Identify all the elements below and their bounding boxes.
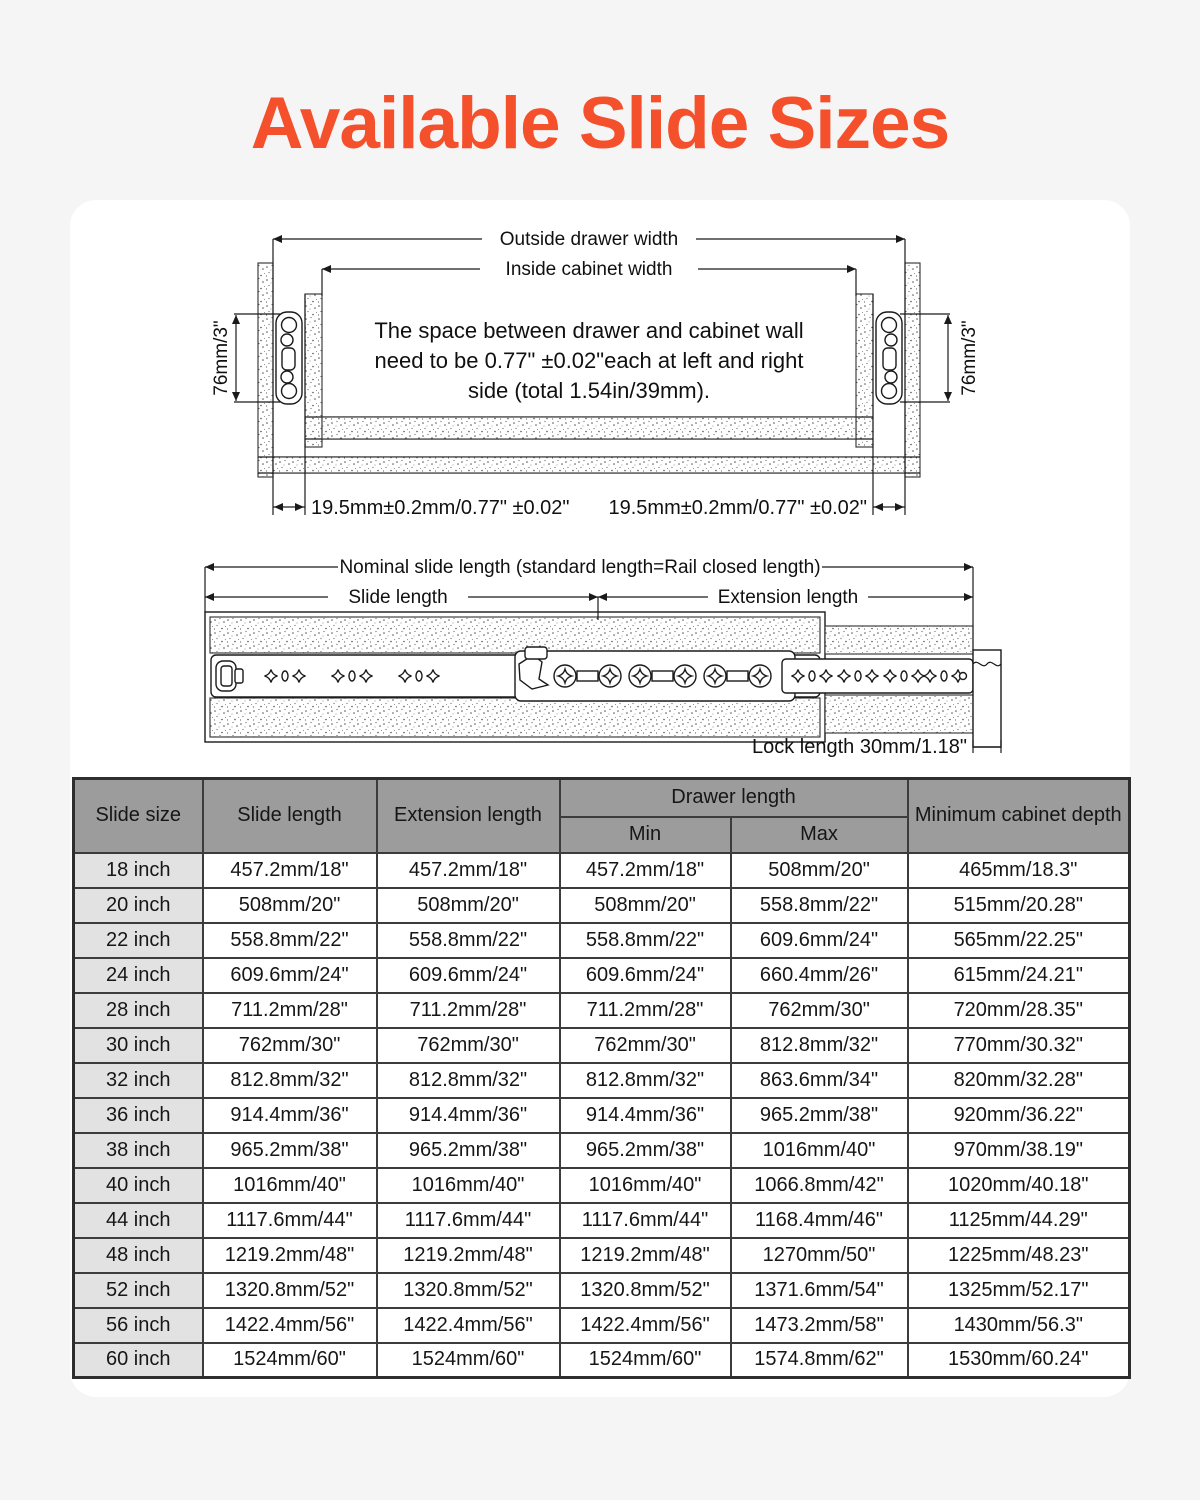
table-row (74, 1203, 1130, 1238)
extension-length-cell: 508mm/20" (377, 888, 560, 923)
slide-size-cell: 56 inch (74, 1308, 203, 1343)
drawer-bottom-panel (322, 417, 856, 439)
table-row (74, 1168, 1130, 1203)
table-row (74, 993, 1130, 1028)
inside-cabinet-width-label: Inside cabinet width (505, 259, 673, 280)
extension-length-label: Extension length (717, 587, 859, 608)
extension-length-cell: 558.8mm/22" (377, 923, 560, 958)
header-slide-size: Slide size (74, 779, 203, 853)
extension-rail (782, 659, 973, 693)
extension-length-cell: 1422.4mm/56" (377, 1308, 560, 1343)
intermediate-rail (515, 647, 795, 701)
drawer-min-cell: 1524mm/60" (560, 1343, 731, 1378)
drawer-min-cell: 914.4mm/36" (560, 1098, 731, 1133)
table-row (74, 1133, 1130, 1168)
lower-panel (273, 457, 905, 473)
drawer-max-cell: 812.8mm/32" (731, 1028, 908, 1063)
table-row (74, 1063, 1130, 1098)
slide-size-table (72, 777, 1131, 1379)
slide-size-cell: 30 inch (74, 1028, 203, 1063)
header-min-cabinet-depth: Minimum cabinet depth (908, 779, 1130, 853)
drawer-min-cell: 558.8mm/22" (560, 923, 731, 958)
drawer-max-cell: 1270mm/50" (731, 1238, 908, 1273)
cabinet-depth-cell: 720mm/28.35" (908, 993, 1130, 1028)
slide-size-cell: 60 inch (74, 1343, 203, 1378)
table-row (74, 1028, 1130, 1063)
cabinet-depth-cell: 1225mm/48.23" (908, 1238, 1130, 1273)
cabinet-depth-cell: 515mm/20.28" (908, 888, 1130, 923)
slide-length-cell: 1320.8mm/52" (203, 1273, 377, 1308)
slide-length-diagram (70, 552, 1130, 764)
slide-size-cell: 22 inch (74, 923, 203, 958)
cabinet-depth-cell: 770mm/30.32" (908, 1028, 1130, 1063)
cabinet-depth-cell: 1530mm/60.24" (908, 1343, 1130, 1378)
drawer-min-cell: 1422.4mm/56" (560, 1308, 731, 1343)
drawer-min-cell: 711.2mm/28" (560, 993, 731, 1028)
cabinet-depth-cell: 1430mm/56.3" (908, 1308, 1130, 1343)
side-height-label-left: 76mm/3" (211, 320, 232, 396)
slide-length-cell: 1219.2mm/48" (203, 1238, 377, 1273)
header-drawer-length: Drawer length (560, 779, 908, 817)
table-row (74, 1343, 1130, 1378)
table-row (74, 958, 1130, 993)
drawer-wall-left (305, 294, 322, 447)
cross-section-diagram (70, 212, 1130, 557)
cabinet-depth-cell: 565mm/22.25" (908, 923, 1130, 958)
drawer-min-cell: 1219.2mm/48" (560, 1238, 731, 1273)
cabinet-depth-cell: 615mm/24.21" (908, 958, 1130, 993)
drawer-max-cell: 660.4mm/26" (731, 958, 908, 993)
drawer-max-cell: 1168.4mm/46" (731, 1203, 908, 1238)
slide-size-cell: 32 inch (74, 1063, 203, 1098)
slide-size-cell: 52 inch (74, 1273, 203, 1308)
slide-length-cell: 1016mm/40" (203, 1168, 377, 1203)
drawer-max-cell: 508mm/20" (731, 853, 908, 888)
gap-label-right: 19.5mm±0.2mm/0.77" ±0.02" (608, 497, 867, 519)
table-row (74, 1098, 1130, 1133)
drawer-front-piece (973, 650, 1001, 747)
cabinet-depth-cell: 465mm/18.3" (908, 853, 1130, 888)
slide-length-cell: 812.8mm/32" (203, 1063, 377, 1098)
extension-length-cell: 1524mm/60" (377, 1343, 560, 1378)
slide-length-cell: 508mm/20" (203, 888, 377, 923)
drawer-max-cell: 1016mm/40" (731, 1133, 908, 1168)
slide-length-cell: 558.8mm/22" (203, 923, 377, 958)
nominal-length-label: Nominal slide length (standard length=Rail closed length) (339, 557, 821, 578)
drawer-wall-right (856, 294, 873, 447)
spacing-note-line3: side (total 1.54in/39mm). (467, 378, 711, 403)
table-row (74, 1273, 1130, 1308)
slide-size-cell: 44 inch (74, 1203, 203, 1238)
drawer-wood-top (825, 626, 973, 654)
header-drawer-max: Max (731, 817, 908, 853)
extension-length-cell: 457.2mm/18" (377, 853, 560, 888)
table-body (74, 853, 1130, 1378)
table-row (74, 923, 1130, 958)
slide-size-cell: 20 inch (74, 888, 203, 923)
slide-length-label: Slide length (348, 587, 448, 608)
slide-profile-right-icon (876, 312, 902, 404)
cabinet-depth-cell: 1325mm/52.17" (908, 1273, 1130, 1308)
extension-length-cell: 1320.8mm/52" (377, 1273, 560, 1308)
extension-length-cell: 812.8mm/32" (377, 1063, 560, 1098)
gap-label-left: 19.5mm±0.2mm/0.77" ±0.02" (311, 497, 570, 519)
table-row (74, 888, 1130, 923)
slide-length-cell: 965.2mm/38" (203, 1133, 377, 1168)
extension-length-cell: 914.4mm/36" (377, 1098, 560, 1133)
slide-length-cell: 914.4mm/36" (203, 1098, 377, 1133)
drawer-max-cell: 863.6mm/34" (731, 1063, 908, 1098)
slide-length-cell: 609.6mm/24" (203, 958, 377, 993)
slide-size-cell: 36 inch (74, 1098, 203, 1133)
slide-size-cell: 38 inch (74, 1133, 203, 1168)
drawer-min-cell: 457.2mm/18" (560, 853, 731, 888)
extension-length-cell: 965.2mm/38" (377, 1133, 560, 1168)
slide-length-cell: 1422.4mm/56" (203, 1308, 377, 1343)
drawer-min-cell: 1117.6mm/44" (560, 1203, 731, 1238)
cabinet-depth-cell: 820mm/32.28" (908, 1063, 1130, 1098)
cabinet-wall-right (905, 263, 920, 477)
table-row (74, 1238, 1130, 1273)
drawer-min-cell: 812.8mm/32" (560, 1063, 731, 1098)
cabinet-depth-cell: 1020mm/40.18" (908, 1168, 1130, 1203)
extension-length-cell: 1219.2mm/48" (377, 1238, 560, 1273)
size-table-wrap (72, 777, 1128, 1379)
header-drawer-min: Min (560, 817, 731, 853)
cabinet-depth-cell: 1125mm/44.29" (908, 1203, 1130, 1238)
table-row (74, 1308, 1130, 1343)
table-row (74, 853, 1130, 888)
drawer-wood-bottom (825, 695, 973, 733)
slide-size-cell: 24 inch (74, 958, 203, 993)
outside-drawer-width-label: Outside drawer width (499, 229, 679, 250)
drawer-max-cell: 1371.6mm/54" (731, 1273, 908, 1308)
slide-length-cell: 1524mm/60" (203, 1343, 377, 1378)
drawer-max-cell: 558.8mm/22" (731, 888, 908, 923)
drawer-max-cell: 762mm/30" (731, 993, 908, 1028)
extension-length-cell: 1117.6mm/44" (377, 1203, 560, 1238)
drawer-max-cell: 1473.2mm/58" (731, 1308, 908, 1343)
drawer-min-cell: 1320.8mm/52" (560, 1273, 731, 1308)
header-extension-length: Extension length (377, 779, 560, 853)
slide-length-cell: 711.2mm/28" (203, 993, 377, 1028)
drawer-min-cell: 508mm/20" (560, 888, 731, 923)
slide-size-cell: 48 inch (74, 1238, 203, 1273)
slide-profile-left-icon (276, 312, 302, 404)
spacing-note-line1: The space between drawer and cabinet wall (374, 318, 804, 343)
drawer-min-cell: 1016mm/40" (560, 1168, 731, 1203)
drawer-min-cell: 965.2mm/38" (560, 1133, 731, 1168)
slide-length-cell: 457.2mm/18" (203, 853, 377, 888)
drawer-min-cell: 762mm/30" (560, 1028, 731, 1063)
cabinet-wall-left (258, 263, 273, 477)
slide-size-cell: 18 inch (74, 853, 203, 888)
page-title: Available Slide Sizes (250, 83, 950, 164)
extension-length-cell: 609.6mm/24" (377, 958, 560, 993)
extension-length-cell: 711.2mm/28" (377, 993, 560, 1028)
header-row-1 (74, 779, 1130, 817)
drawer-min-cell: 609.6mm/24" (560, 958, 731, 993)
slide-size-cell: 40 inch (74, 1168, 203, 1203)
slide-size-cell: 28 inch (74, 993, 203, 1028)
side-height-label-right: 76mm/3" (959, 320, 980, 396)
drawer-max-cell: 1574.8mm/62" (731, 1343, 908, 1378)
extension-length-cell: 762mm/30" (377, 1028, 560, 1063)
slide-length-cell: 1117.6mm/44" (203, 1203, 377, 1238)
slide-length-cell: 762mm/30" (203, 1028, 377, 1063)
drawer-max-cell: 965.2mm/38" (731, 1098, 908, 1133)
spacing-note-line2: need to be 0.77" ±0.02"each at left and right (374, 348, 804, 373)
cabinet-depth-cell: 920mm/36.22" (908, 1098, 1130, 1133)
extension-length-cell: 1016mm/40" (377, 1168, 560, 1203)
header-slide-length: Slide length (203, 779, 377, 853)
drawer-max-cell: 1066.8mm/42" (731, 1168, 908, 1203)
lock-length-label: Lock length 30mm/1.18" (752, 736, 967, 758)
drawer-max-cell: 609.6mm/24" (731, 923, 908, 958)
cabinet-depth-cell: 970mm/38.19" (908, 1133, 1130, 1168)
